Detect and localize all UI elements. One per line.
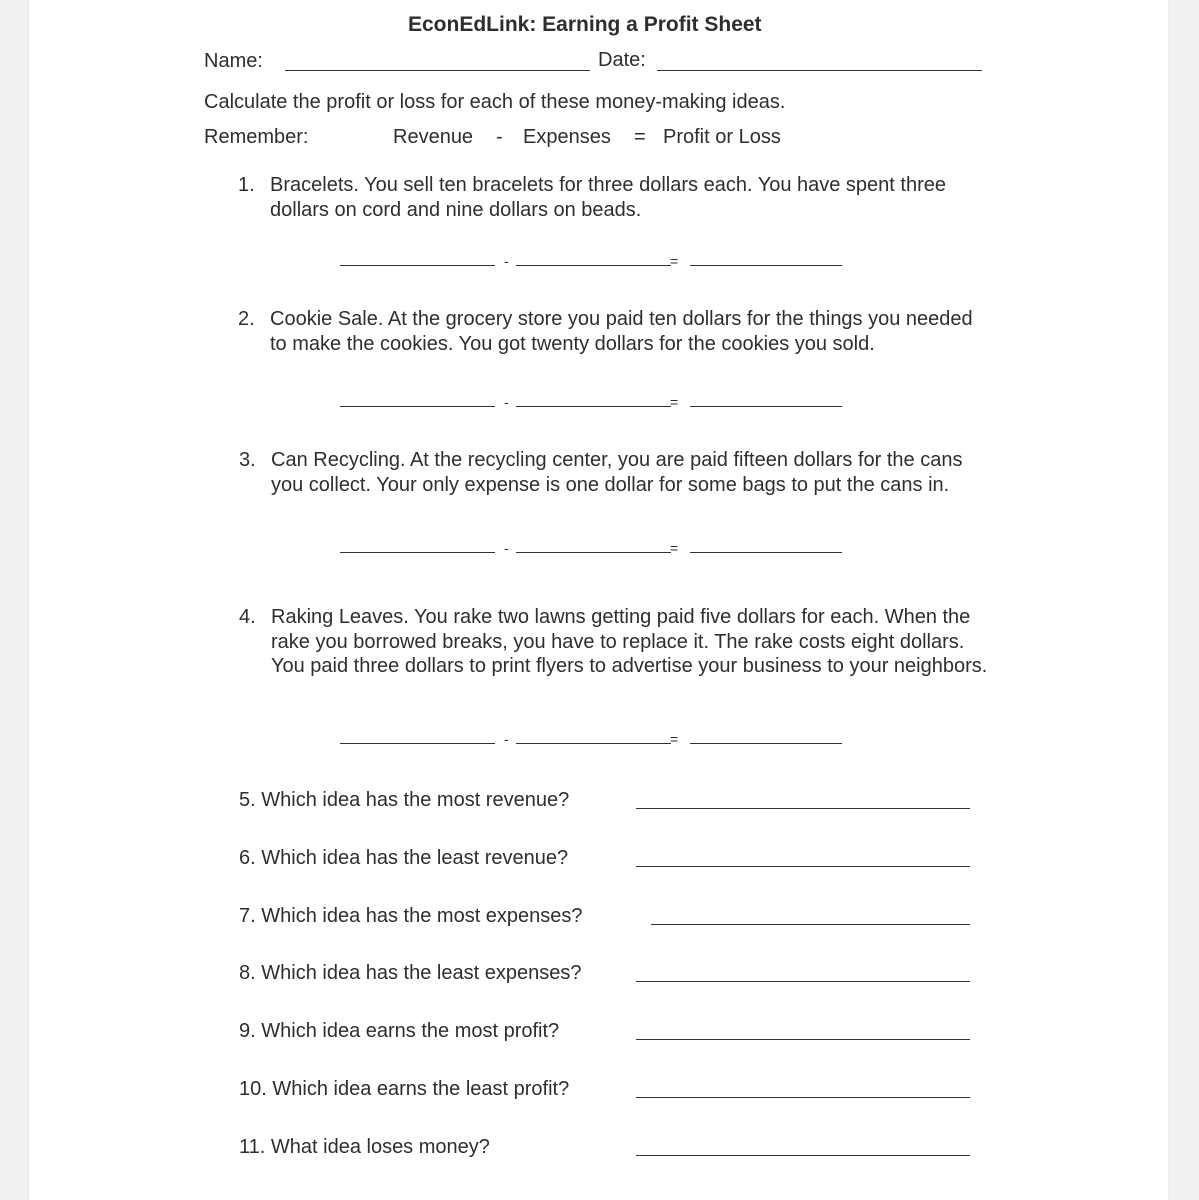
question-text: Which idea has the most revenue? — [261, 789, 570, 811]
date-label: Date: — [598, 49, 646, 71]
problem-text: Can Recycling. At the recycling center, you are paid fifteen dollars for the cans you collect. Your only expense is one dollar for some bags to put the cans in. — [271, 449, 963, 496]
question-10 — [239, 1077, 569, 1101]
problem-text: Raking Leaves. You rake two lawns getting paid five dollars for each. When the rake you borrowed breaks, you have to replace it. The rake costs eight dollars. You paid three dollars to print flyers to advertise your business to your neighbors. — [271, 606, 988, 677]
answer-profit-blank[interactable] — [690, 552, 842, 553]
equals-sign: = — [670, 731, 679, 747]
question-text: Which idea earns the least profit? — [272, 1078, 570, 1100]
answer-expenses-blank[interactable] — [516, 406, 671, 407]
answer-revenue-blank[interactable] — [340, 743, 495, 744]
equals-sign: = — [670, 253, 679, 269]
problem-number: 1. — [238, 174, 255, 196]
question-5 — [239, 788, 569, 812]
answer-profit-blank[interactable] — [690, 406, 842, 407]
question-number: 10. — [239, 1078, 267, 1100]
question-number: 7. — [239, 904, 256, 927]
page-title: EconEdLink: Earning a Profit Sheet — [408, 13, 762, 36]
equals-sign: = — [670, 540, 679, 556]
minus-sign: - — [504, 394, 509, 410]
question-number: 9. — [239, 1020, 256, 1043]
question-8 — [239, 961, 581, 985]
answer-blank[interactable] — [636, 1097, 970, 1098]
problem-1 — [238, 173, 990, 222]
minus-sign: - — [504, 540, 509, 556]
minus-sign: - — [504, 731, 509, 747]
date-field[interactable] — [657, 70, 982, 71]
answer-expenses-blank[interactable] — [516, 743, 671, 744]
question-text: Which idea has the least revenue? — [261, 846, 569, 869]
problem-3 — [239, 448, 991, 497]
answer-revenue-blank[interactable] — [340, 406, 495, 407]
formula-minus: - — [496, 126, 503, 148]
answer-revenue-blank[interactable] — [340, 552, 495, 553]
equals-sign: = — [670, 394, 679, 410]
name-field[interactable] — [285, 70, 590, 71]
problem-number: 3. — [239, 449, 256, 471]
name-label: Name: — [204, 50, 263, 72]
formula-expenses: Expenses — [523, 126, 611, 148]
answer-blank[interactable] — [651, 924, 970, 925]
answer-profit-blank[interactable] — [690, 265, 842, 266]
question-11 — [239, 1135, 490, 1159]
answer-revenue-blank[interactable] — [340, 265, 495, 266]
minus-sign: - — [504, 253, 509, 269]
question-6 — [239, 846, 568, 870]
question-text: Which idea has the least expenses? — [261, 962, 582, 985]
answer-blank[interactable] — [636, 808, 970, 809]
problem-4 — [239, 605, 991, 679]
answer-expenses-blank[interactable] — [516, 265, 671, 266]
question-9 — [239, 1019, 559, 1043]
problem-number: 4. — [239, 606, 256, 628]
question-number: 11. — [239, 1135, 266, 1158]
formula-revenue: Revenue — [393, 126, 474, 148]
formula-result: Profit or Loss — [663, 126, 781, 148]
answer-expenses-blank[interactable] — [516, 552, 671, 553]
answer-blank[interactable] — [636, 866, 970, 867]
answer-blank[interactable] — [636, 1039, 970, 1040]
problem-text: Bracelets. You sell ten bracelets for three dollars each. You have spent three dollars on cord and nine dollars on beads. — [270, 174, 946, 221]
instruction: Calculate the profit or loss for each of these money-making ideas. — [204, 91, 786, 113]
problem-text: Cookie Sale. At the grocery store you paid ten dollars for the things you needed to make the cookies. You got twenty dollars for the cookies you sold. — [270, 308, 973, 355]
question-text: Which idea earns the most profit? — [261, 1020, 560, 1043]
question-7 — [239, 904, 583, 928]
problem-number: 2. — [238, 308, 255, 330]
answer-blank[interactable] — [636, 1155, 970, 1156]
problem-2 — [238, 307, 990, 356]
formula-equals: = — [634, 126, 646, 148]
question-number: 6. — [239, 846, 256, 869]
answer-profit-blank[interactable] — [690, 743, 842, 744]
question-number: 5. — [239, 789, 256, 811]
answer-blank[interactable] — [636, 981, 970, 982]
question-text: Which idea has the most expenses? — [261, 904, 583, 927]
question-text: What idea loses money? — [270, 1135, 490, 1158]
remember-label: Remember: — [204, 126, 309, 148]
question-number: 8. — [239, 962, 256, 985]
